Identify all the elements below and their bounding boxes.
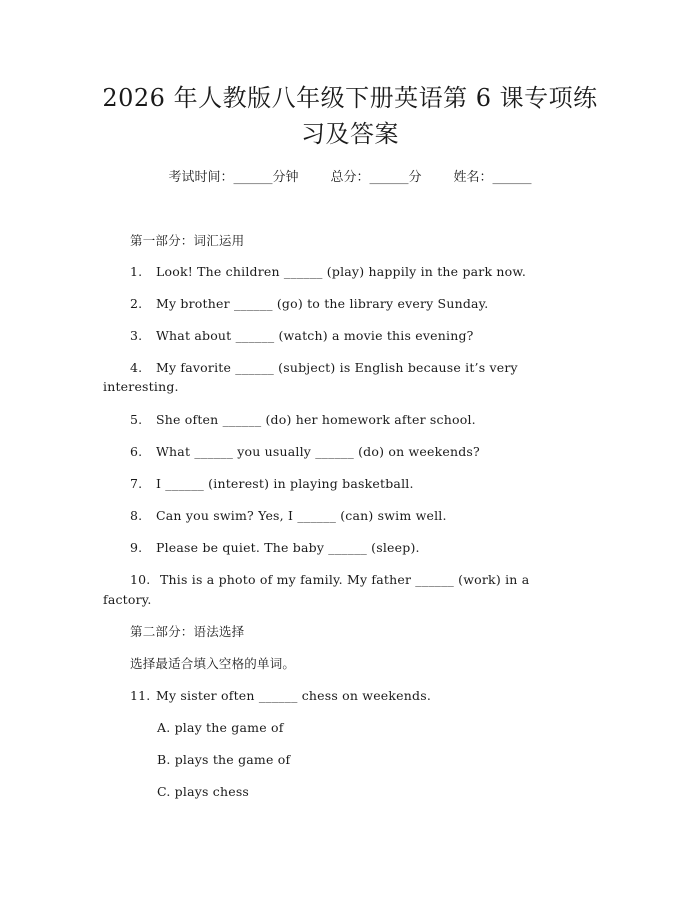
part2-heading: 第二部分：语法选择: [130, 624, 245, 639]
question-7: [130, 474, 414, 493]
question-number: 9.: [130, 540, 143, 555]
question-text: My brother ______ (go) to the library every Sunday.: [156, 296, 489, 311]
question-text: Look! The children ______ (play) happily in the park now.: [156, 264, 526, 279]
part1-heading: 第一部分：词汇运用: [130, 233, 245, 248]
exam-meta: [0, 168, 700, 188]
exam-score: 总分：______分: [330, 170, 422, 185]
question-4: [130, 358, 518, 377]
question-10: [130, 570, 529, 589]
question-9: [130, 538, 420, 557]
question-2: [130, 294, 488, 313]
question-number: 5.: [130, 412, 143, 427]
option-c: C. plays chess: [157, 784, 250, 799]
option-a: A. play the game of: [157, 720, 284, 735]
question-text: What ______ you usually ______ (do) on weekends?: [156, 444, 480, 459]
question-text: She often ______ (do) her homework after school.: [156, 412, 476, 427]
question-number: 2.: [130, 296, 143, 311]
question-number: 11.: [130, 688, 151, 703]
question-number: 4.: [130, 360, 143, 375]
question-number: 3.: [130, 328, 143, 343]
part2-instruction: 选择最适合填入空格的单词。: [130, 656, 296, 671]
question-3: [130, 326, 474, 345]
exam-name: 姓名：______: [453, 170, 532, 185]
question-text: Can you swim? Yes, I ______ (can) swim well.: [156, 508, 447, 523]
question-number: 1.: [130, 264, 143, 279]
question-1: [130, 262, 526, 281]
option-b: B. plays the game of: [157, 752, 291, 767]
question-text: Please be quiet. The baby ______ (sleep).: [156, 540, 420, 555]
question-number: 8.: [130, 508, 143, 523]
question-text: What about ______ (watch) a movie this evening?: [156, 328, 474, 343]
exam-time: 考试时间：______分钟: [168, 170, 299, 185]
question-8: [130, 506, 447, 525]
question-text: My favorite ______ (subject) is English because it’s very: [156, 360, 518, 375]
question-number: 7.: [130, 476, 143, 491]
question-text: This is a photo of my family. My father ______ (work) in a: [160, 572, 530, 587]
question-text: My sister often ______ chess on weekends.: [156, 688, 432, 703]
title-line-2: 习及答案: [301, 120, 399, 148]
question-6: [130, 442, 480, 461]
question-number: 6.: [130, 444, 143, 459]
question-number: 10.: [130, 572, 151, 587]
question-11: [130, 686, 431, 705]
question-10-continuation: factory.: [103, 592, 152, 607]
document-title: [80, 80, 620, 152]
question-5: [130, 410, 476, 429]
question-text: I ______ (interest) in playing basketball.: [156, 476, 414, 491]
question-4-continuation: interesting.: [103, 379, 179, 394]
title-line-1: 2026 年人教版八年级下册英语第 6 课专项练: [102, 84, 598, 112]
